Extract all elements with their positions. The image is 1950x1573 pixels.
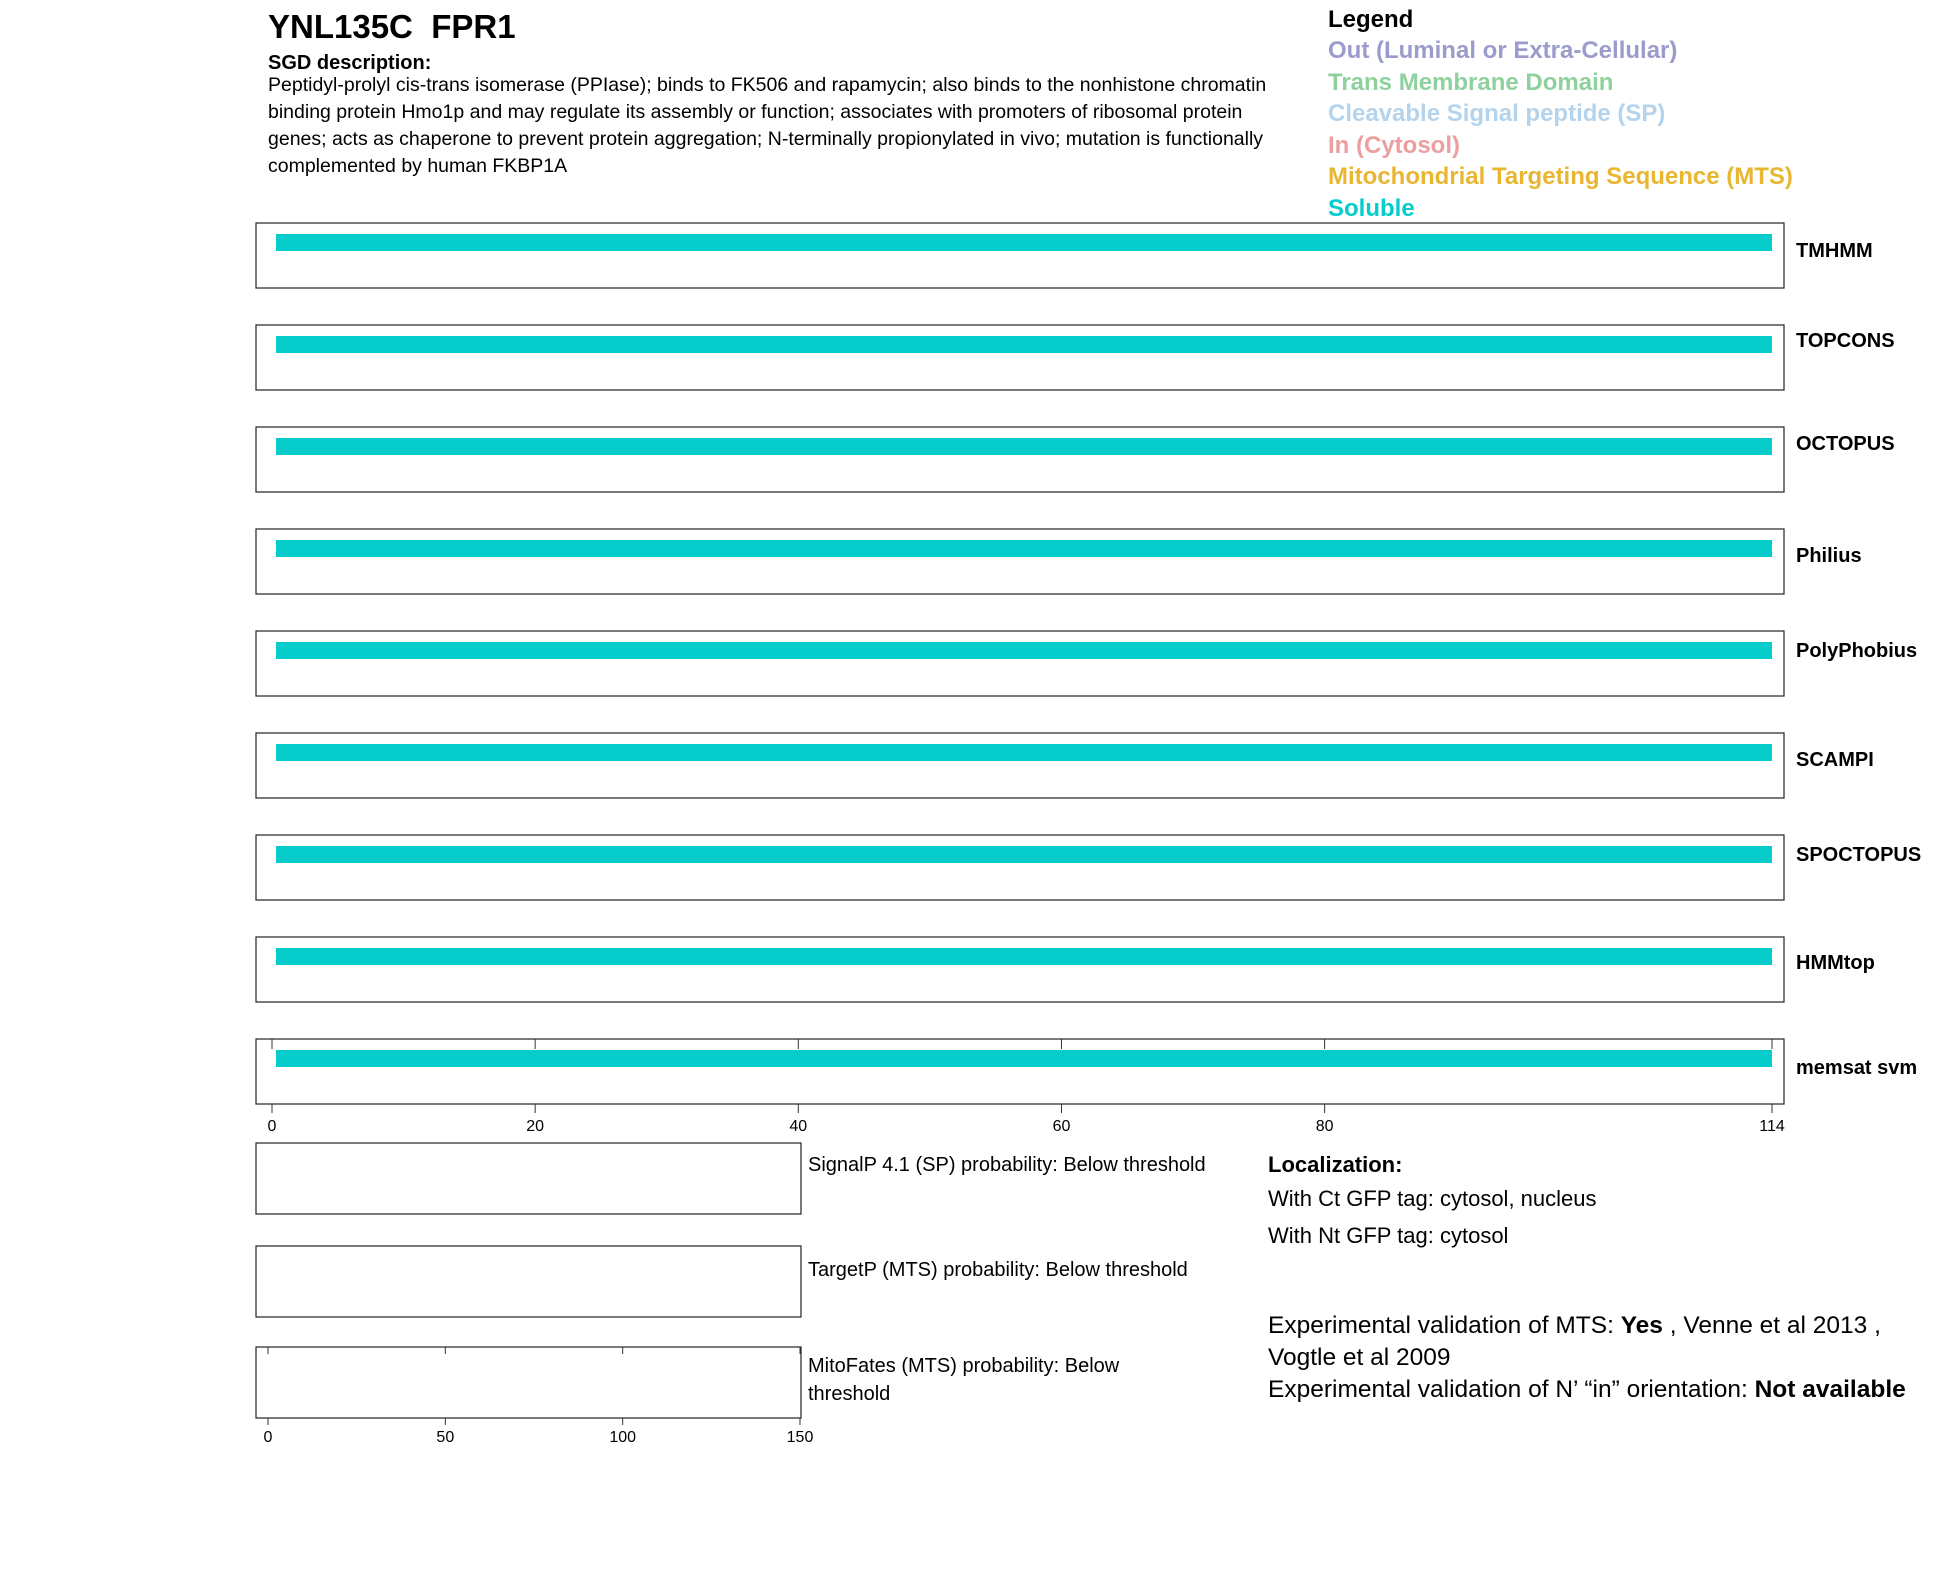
- segment-bar: [276, 540, 1772, 557]
- orientation-validation: [1268, 1374, 1908, 1406]
- sgd-description-text: Peptidyl-prolyl cis-trans isomerase (PPIase); binds to FK506 and rapamycin; also binds to the nonhistone chromatin binding protein Hmo1p and may regulate its assembly or function; associates with promoters of ribosomal protein genes; acts as chaperone to prevent protein aggregation; N-terminally propionylated in vivo; mutation is functionally complemented by human FKBP1A: [268, 74, 1267, 177]
- x-tick-label: 114: [1759, 1118, 1785, 1135]
- x-tick-label: 150: [786, 1429, 814, 1446]
- track-label: SCAMPI: [1796, 749, 1874, 771]
- legend-item-transmembrane: Trans Membrane Domain: [1328, 68, 1614, 96]
- track-octopus: [256, 427, 1895, 492]
- segment-bar: [276, 234, 1772, 251]
- probability-panel-2: [256, 1246, 801, 1317]
- panel-frame: [256, 1246, 801, 1317]
- mts-validation-label: Experimental validation of MTS:: [1268, 1312, 1621, 1339]
- track-spoctopus: [256, 835, 1921, 900]
- track-topcons: [256, 325, 1895, 390]
- legend-item-in: In (Cytosol): [1328, 131, 1460, 159]
- legend-item-signal-peptide: Cleavable Signal peptide (SP): [1328, 100, 1666, 127]
- track-frame: [256, 733, 1784, 798]
- track-label: PolyPhobius: [1796, 640, 1918, 662]
- segment-bar: [276, 744, 1772, 761]
- legend-title: Legend: [1328, 6, 1414, 33]
- track-scampi: [256, 733, 1874, 798]
- track-frame: [256, 835, 1784, 900]
- track-tmhmm: [256, 223, 1873, 288]
- localization-heading: Localization:: [1268, 1152, 1403, 1177]
- mts-validation-refs: , Venne et al 2013 , Vogtle et al 2009: [1268, 1312, 1881, 1371]
- x-tick-label: 20: [526, 1118, 545, 1135]
- gene-name: FPR1: [431, 8, 516, 45]
- track-hmmtop: [256, 937, 1875, 1002]
- localization-ct-gfp: With Ct GFP tag: cytosol, nucleus: [1268, 1186, 1597, 1211]
- x-tick-label: 60: [1052, 1118, 1071, 1135]
- track-frame: [256, 223, 1784, 288]
- segment-bar: [276, 1050, 1772, 1067]
- segment-bar: [276, 438, 1772, 455]
- signalp-label: SignalP 4.1 (SP) probability: Below threshold: [808, 1154, 1206, 1176]
- legend-item-mts: Mitochondrial Targeting Sequence (MTS): [1328, 163, 1793, 190]
- mitofates-label: MitoFates (MTS) probability: Below threshold: [808, 1355, 1120, 1405]
- probability-panel-1: [256, 1143, 801, 1214]
- localization-nt-gfp: With Nt GFP tag: cytosol: [1268, 1223, 1509, 1248]
- track-frame: [256, 427, 1784, 492]
- track-polyphobius: [256, 631, 1917, 696]
- track-frame: [256, 529, 1784, 594]
- mts-validation-value: Yes: [1620, 1312, 1663, 1339]
- legend-item-soluble: Soluble: [1328, 194, 1415, 222]
- legend-item-out: Out (Luminal or Extra-Cellular): [1328, 37, 1678, 64]
- orientation-validation-value: Not available: [1754, 1376, 1906, 1403]
- mts-validation: [1268, 1310, 1908, 1374]
- sgd-description-label: SGD description:: [268, 52, 432, 74]
- segment-bar: [276, 642, 1772, 659]
- track-frame: [256, 631, 1784, 696]
- track-label: SPOCTOPUS: [1796, 844, 1922, 866]
- x-tick-label: 80: [1315, 1118, 1334, 1135]
- track-philius: [256, 529, 1862, 594]
- segment-bar: [276, 948, 1772, 965]
- track-label: Philius: [1796, 545, 1862, 567]
- track-label: memsat svm: [1796, 1057, 1918, 1079]
- panel-frame: [256, 1143, 801, 1214]
- track-frame: [256, 937, 1784, 1002]
- x-tick-label: 40: [789, 1118, 808, 1135]
- track-label: OCTOPUS: [1796, 433, 1895, 455]
- panel-frame: [256, 1347, 801, 1418]
- track-memsat-svm: [256, 1039, 1917, 1104]
- track-frame: [256, 325, 1784, 390]
- track-label: HMMtop: [1796, 952, 1875, 974]
- experimental-validation: [1268, 1310, 1908, 1406]
- localization: [1268, 1150, 1597, 1254]
- targetp-label: TargetP (MTS) probability: Below threshold: [808, 1259, 1188, 1281]
- track-label: TOPCONS: [1796, 330, 1895, 352]
- track-label: TMHMM: [1796, 240, 1873, 262]
- x-tick-label: 0: [263, 1429, 273, 1446]
- x-tick-label: 0: [267, 1118, 277, 1135]
- segment-bar: [276, 846, 1772, 863]
- x-tick-label: 100: [609, 1429, 637, 1446]
- track-frame: [256, 1039, 1784, 1104]
- orientation-validation-label: Experimental validation of N’ “in” orientation:: [1268, 1376, 1755, 1403]
- probability-panel-3: [256, 1347, 801, 1418]
- x-tick-label: 50: [436, 1429, 455, 1446]
- segment-bar: [276, 336, 1772, 353]
- gene-id: YNL135C: [268, 8, 413, 45]
